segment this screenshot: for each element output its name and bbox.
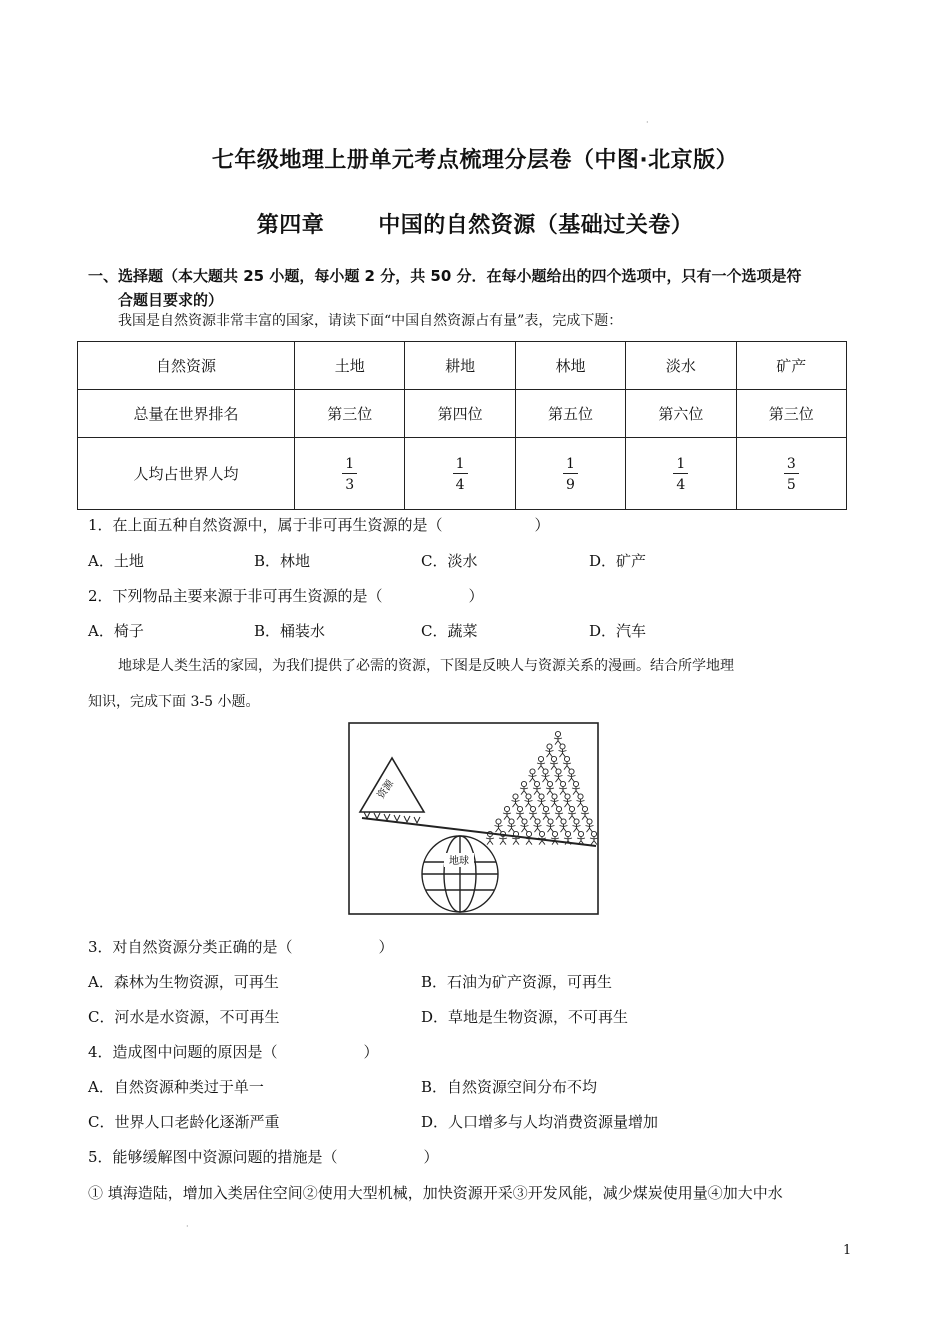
fraction [453,456,468,493]
section-heading-line1: 一、选择题（本大题共 25 小题，每小题 2 分，共 50 分．在每小题给出的四个选项中，只有一个选项是符 [88,267,802,285]
option-c: C．世界人口老龄化逐渐严重 [88,1113,280,1131]
option-a: A．森林为生物资源，可再生 [88,973,279,991]
option-b: B．自然资源空间分布不均 [421,1078,598,1096]
option-d: D．汽车 [589,622,647,640]
resource-label: 资源 [375,778,397,801]
option-d: D．人口增多与人均消费资源量增加 [421,1113,659,1131]
question-close: ） [363,1043,379,1061]
fraction-numerator: 1 [563,456,578,474]
table-cell: 第五位 [515,390,625,438]
table-cell: 第三位 [295,390,405,438]
fraction [784,456,799,493]
option-c: C．河水是水资源，不可再生 [88,1008,280,1026]
chapter-title [0,208,950,239]
fraction-denominator: 3 [345,477,355,493]
fraction-denominator: 4 [455,477,465,493]
stray-dot: · [186,1222,189,1231]
question-stem: 1．在上面五种自然资源中，属于非可再生资源的是（ [88,516,443,534]
cartoon-intro-line2: 知识，完成下面 3-5 小题。 [88,694,260,710]
fraction [342,456,357,493]
question-5 [88,1146,439,1167]
question-stem: 2．下列物品主要来源于非可再生资源的是（ [88,587,383,605]
question-1 [88,514,550,535]
table-cell [515,438,625,510]
table-cell [736,438,846,510]
option-a: A．自然资源种类过于单一 [88,1078,264,1096]
table-cell: 第三位 [736,390,846,438]
table-cell: 人均占世界人均 [78,438,295,510]
question-3 [88,936,394,957]
resource-cartoon [348,722,600,916]
fraction-denominator: 5 [786,477,796,493]
option-a: A．土地 [88,552,144,570]
table-header: 土地 [295,342,405,390]
chapter-number: 第四章 [256,213,325,238]
stray-dot: · [646,118,649,127]
table-header: 淡水 [626,342,736,390]
fraction-numerator: 1 [673,456,688,474]
resource-table [77,341,847,510]
table-intro: 我国是自然资源非常丰富的国家，请读下面“中国自然资源占有量”表，完成下题： [118,313,623,329]
fraction [673,456,688,493]
question-2 [88,585,484,606]
question-close: ） [423,1148,439,1166]
option-b: B．石油为矿产资源，可再生 [421,973,613,991]
option-c: C．蔬菜 [421,622,478,640]
question-close: ） [378,938,394,956]
option-a: A．椅子 [88,622,144,640]
option-b: B．桶装水 [254,622,326,640]
section-heading [88,264,878,312]
question-stem: 4．造成图中问题的原因是（ [88,1043,278,1061]
table-cell: 第六位 [626,390,736,438]
table-cell: 总量在世界排名 [78,390,295,438]
question-5-choices: ① 填海造陆，增加入类居住空间②使用大型机械，加快资源开采③开发风能，减少煤炭使用量④加大中水 [88,1184,783,1202]
table-row [78,390,847,438]
question-4 [88,1041,379,1062]
table-row [78,438,847,510]
table-row [78,342,847,390]
section-heading-line2: 合题目要求的） [118,291,224,309]
table-header: 耕地 [405,342,515,390]
table-header: 林地 [515,342,625,390]
question-stem: 3．对自然资源分类正确的是（ [88,938,293,956]
fraction-denominator: 9 [566,477,575,493]
question-close: ） [468,587,484,605]
table-cell [626,438,736,510]
page-title: 七年级地理上册单元考点梳理分层卷（中图·北京版） [211,148,739,173]
question-close: ） [534,516,550,534]
option-d: D．矿产 [589,552,647,570]
fraction [563,456,578,493]
table-header: 自然资源 [78,342,295,390]
earth-globe [422,836,498,912]
fraction-denominator: 4 [676,477,686,493]
question-stem: 5．能够缓解图中资源问题的措施是（ [88,1148,338,1166]
option-c: C．淡水 [421,552,478,570]
chapter-name: 中国的自然资源（基础过关卷） [378,213,694,238]
fraction-numerator: 3 [784,456,799,474]
cartoon-intro-line1: 地球是人类生活的家园，为我们提供了必需的资源，下图是反映人与资源关系的漫画。结合所学地理 [118,658,734,674]
option-b: B．林地 [254,552,311,570]
option-d: D．草地是生物资源，不可再生 [421,1008,629,1026]
page-number: 1 [843,1243,852,1258]
table-cell [405,438,515,510]
fraction-numerator: 1 [342,456,357,474]
earth-label: 地球 [449,856,469,867]
table-cell: 第四位 [405,390,515,438]
table-header: 矿产 [736,342,846,390]
table-cell [295,438,405,510]
fraction-numerator: 1 [453,456,468,474]
